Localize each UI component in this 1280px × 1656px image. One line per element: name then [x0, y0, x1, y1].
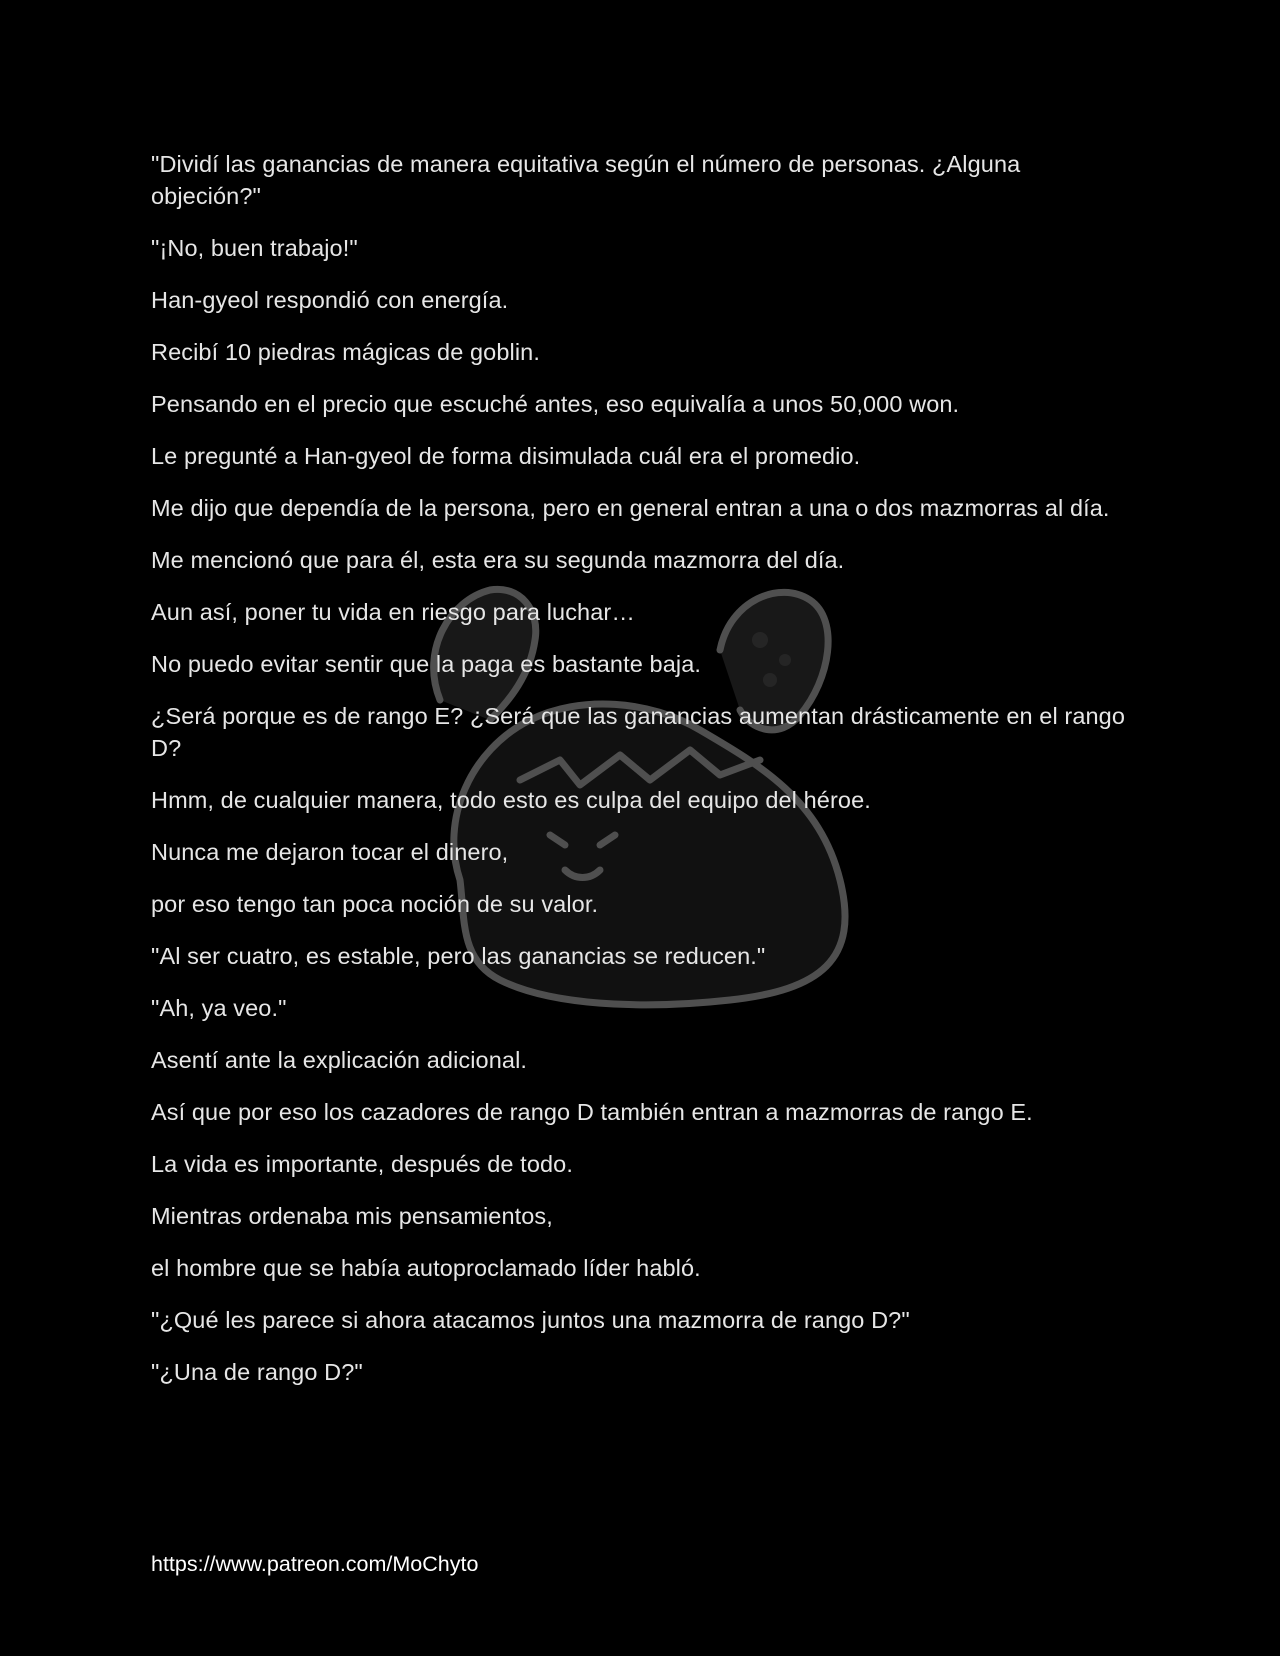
- paragraph: "¡No, buen trabajo!": [151, 235, 358, 261]
- paragraph: No puedo evitar sentir que la paga es bastante baja.: [151, 651, 701, 677]
- article-body: [151, 148, 1131, 1408]
- paragraph: Me dijo que dependía de la persona, pero en general entran a una o dos mazmorras al día.: [151, 495, 1110, 521]
- paragraph: Pensando en el precio que escuché antes, eso equivalía a unos 50,000 won.: [151, 391, 960, 417]
- paragraph: Mientras ordenaba mis pensamientos,: [151, 1203, 553, 1229]
- paragraph: Hmm, de cualquier manera, todo esto es culpa del equipo del héroe.: [151, 787, 871, 813]
- paragraph: Me mencionó que para él, esta era su segunda mazmorra del día.: [151, 547, 845, 573]
- paragraph: Aun así, poner tu vida en riesgo para luchar…: [151, 599, 635, 625]
- patreon-link[interactable]: https://www.patreon.com/MoChyto: [151, 1552, 479, 1576]
- paragraph: Nunca me dejaron tocar el dinero,: [151, 839, 509, 865]
- paragraph: Recibí 10 piedras mágicas de goblin.: [151, 339, 540, 365]
- paragraph: Asentí ante la explicación adicional.: [151, 1047, 528, 1073]
- paragraph: el hombre que se había autoproclamado líder habló.: [151, 1255, 701, 1281]
- paragraph: La vida es importante, después de todo.: [151, 1151, 573, 1177]
- paragraph: "¿Qué les parece si ahora atacamos juntos una mazmorra de rango D?": [151, 1307, 910, 1333]
- paragraph: ¿Será porque es de rango E? ¿Será que las ganancias aumentan drásticamente en el rango D?: [151, 703, 1126, 761]
- paragraph: por eso tengo tan poca noción de su valor.: [151, 891, 599, 917]
- paragraph: "Dividí las ganancias de manera equitativa según el número de personas. ¿Alguna objeción?": [151, 151, 1021, 209]
- paragraph: Le pregunté a Han-gyeol de forma disimulada cuál era el promedio.: [151, 443, 861, 469]
- paragraph: Han-gyeol respondió con energía.: [151, 287, 509, 313]
- paragraph: "Al ser cuatro, es estable, pero las ganancias se reducen.": [151, 943, 766, 969]
- paragraph: "Ah, ya veo.": [151, 995, 287, 1021]
- paragraph: Así que por eso los cazadores de rango D también entran a mazmorras de rango E.: [151, 1099, 1033, 1125]
- paragraph: "¿Una de rango D?": [151, 1359, 363, 1385]
